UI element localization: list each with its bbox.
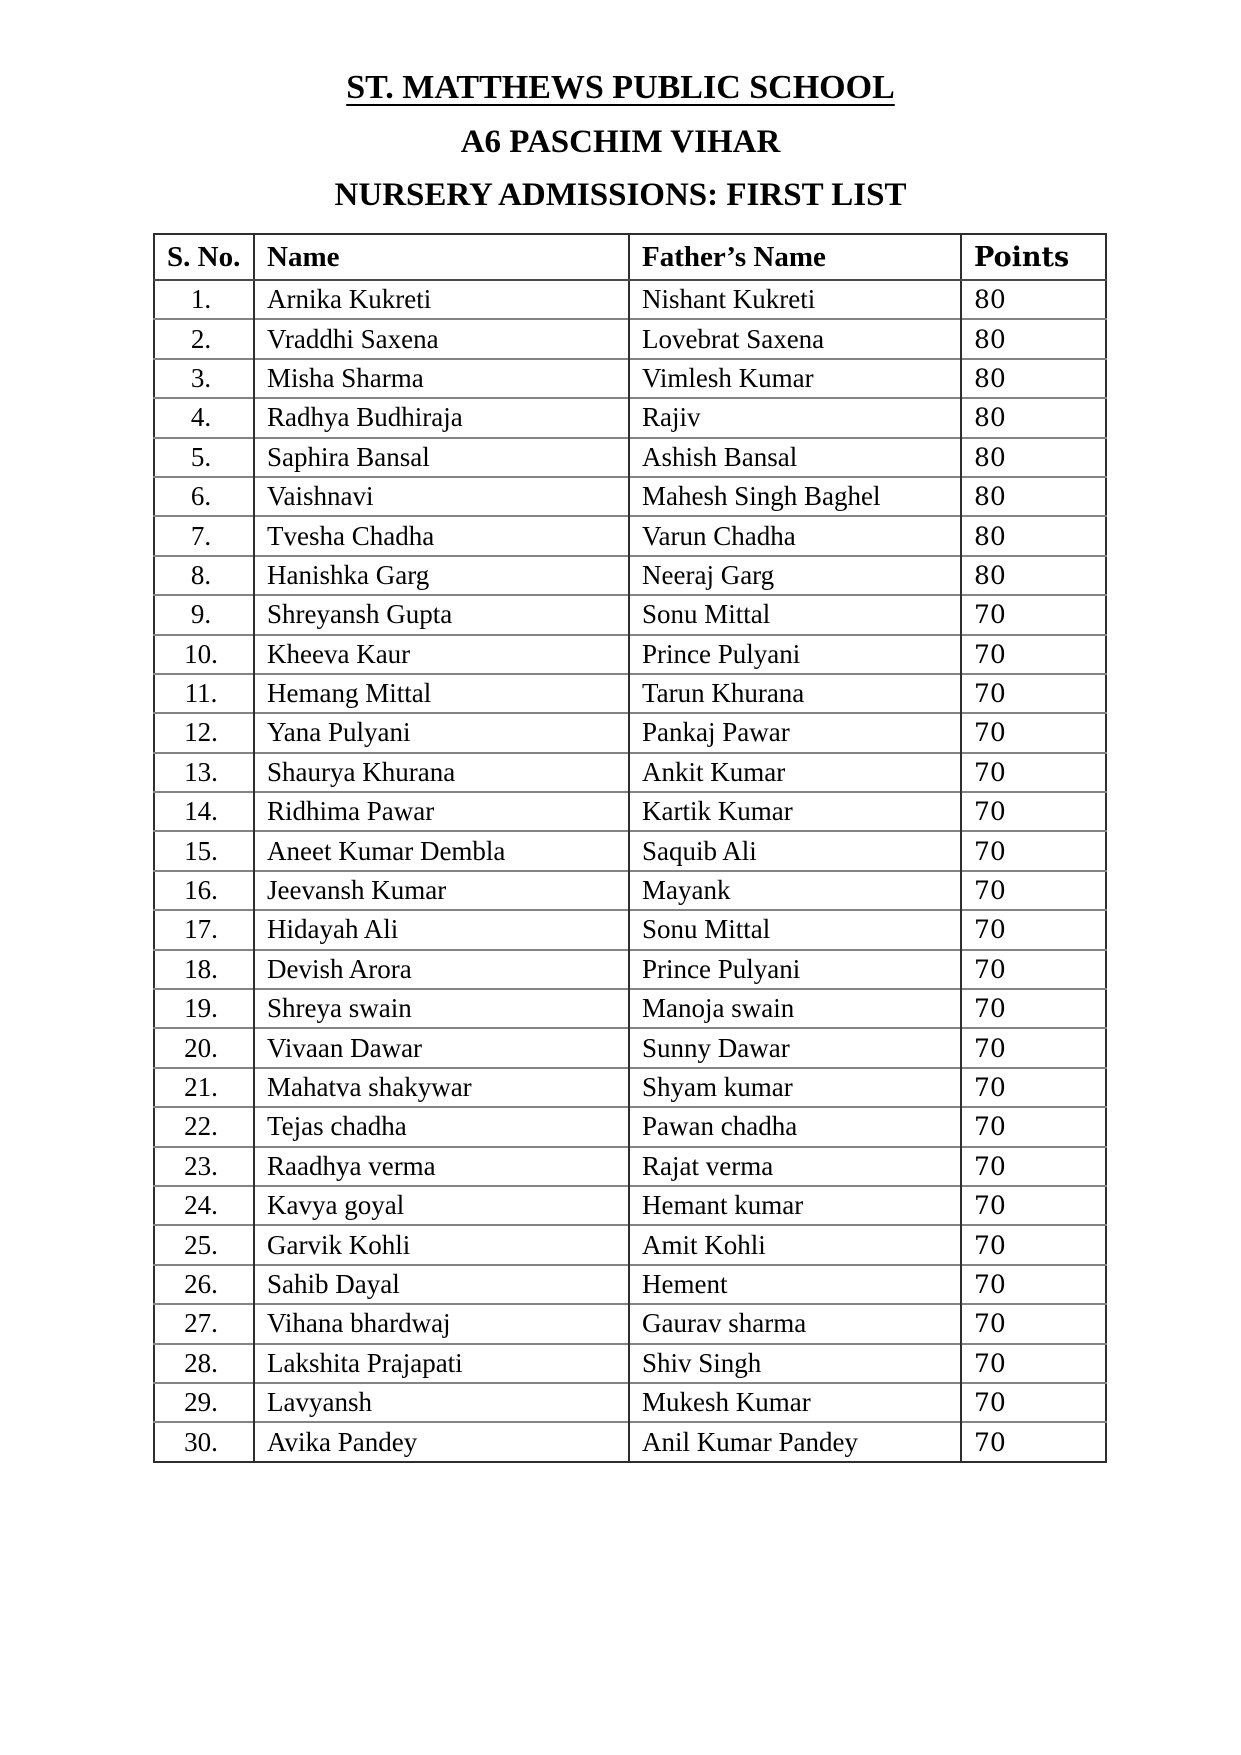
- name-cell: Lavyansh: [254, 1383, 629, 1422]
- father-name-cell: Prince Pulyani: [629, 950, 961, 989]
- points-cell: 70: [961, 1147, 1106, 1186]
- table-row: [154, 753, 1106, 792]
- column-header-sno: S. No.: [154, 234, 254, 280]
- name-cell: Misha Sharma: [254, 359, 629, 398]
- table-row: [154, 1068, 1106, 1107]
- father-name-cell: Rajiv: [629, 398, 961, 437]
- father-name-cell: Ankit Kumar: [629, 753, 961, 792]
- sno-cell: 10.: [154, 635, 254, 674]
- table-row: [154, 831, 1106, 870]
- table-row: [154, 1383, 1106, 1422]
- admissions-table: [153, 233, 1107, 1463]
- table-row: [154, 713, 1106, 752]
- sno-cell: 29.: [154, 1383, 254, 1422]
- points-cell: 70: [961, 989, 1106, 1028]
- table-row: [154, 1186, 1106, 1225]
- father-name-cell: Pawan chadha: [629, 1107, 961, 1146]
- table-row: [154, 1422, 1106, 1461]
- table-row: [154, 1304, 1106, 1343]
- father-name-cell: Lovebrat Saxena: [629, 319, 961, 358]
- table-row: [154, 1147, 1106, 1186]
- sno-cell: 20.: [154, 1028, 254, 1067]
- points-cell: 70: [961, 1304, 1106, 1343]
- points-cell: 70: [961, 1383, 1106, 1422]
- name-cell: Hemang Mittal: [254, 674, 629, 713]
- table-row: [154, 910, 1106, 949]
- sno-cell: 6.: [154, 477, 254, 516]
- father-name-cell: Kartik Kumar: [629, 792, 961, 831]
- father-name-cell: Nishant Kukreti: [629, 280, 961, 319]
- sno-cell: 19.: [154, 989, 254, 1028]
- sno-cell: 3.: [154, 359, 254, 398]
- name-cell: Tvesha Chadha: [254, 516, 629, 555]
- father-name-cell: Sonu Mittal: [629, 910, 961, 949]
- name-cell: Lakshita Prajapati: [254, 1344, 629, 1383]
- table-row: [154, 1265, 1106, 1304]
- father-name-cell: Anil Kumar Pandey: [629, 1422, 961, 1461]
- sno-cell: 8.: [154, 556, 254, 595]
- father-name-cell: Neeraj Garg: [629, 556, 961, 595]
- sno-cell: 14.: [154, 792, 254, 831]
- table-row: [154, 792, 1106, 831]
- points-cell: 70: [961, 1344, 1106, 1383]
- points-cell: 70: [961, 635, 1106, 674]
- table-row: [154, 438, 1106, 477]
- sno-cell: 22.: [154, 1107, 254, 1146]
- father-name-cell: Hemant kumar: [629, 1186, 961, 1225]
- father-name-cell: Mayank: [629, 871, 961, 910]
- sno-cell: 21.: [154, 1068, 254, 1107]
- table-row: [154, 319, 1106, 358]
- name-cell: Radhya Budhiraja: [254, 398, 629, 437]
- table-row: [154, 1028, 1106, 1067]
- name-cell: Shaurya Khurana: [254, 753, 629, 792]
- name-cell: Mahatva shakywar: [254, 1068, 629, 1107]
- name-cell: Tejas chadha: [254, 1107, 629, 1146]
- points-cell: 80: [961, 319, 1106, 358]
- points-cell: 70: [961, 713, 1106, 752]
- name-cell: Hidayah Ali: [254, 910, 629, 949]
- name-cell: Shreyansh Gupta: [254, 595, 629, 634]
- name-cell: Avika Pandey: [254, 1422, 629, 1461]
- admissions-table-body: [154, 280, 1106, 1462]
- table-row: [154, 359, 1106, 398]
- table-row: [154, 595, 1106, 634]
- table-row: [154, 1344, 1106, 1383]
- name-cell: Jeevansh Kumar: [254, 871, 629, 910]
- father-name-cell: Prince Pulyani: [629, 635, 961, 674]
- father-name-cell: Hement: [629, 1265, 961, 1304]
- table-row: [154, 871, 1106, 910]
- name-cell: Vaishnavi: [254, 477, 629, 516]
- father-name-cell: Sonu Mittal: [629, 595, 961, 634]
- father-name-cell: Gaurav sharma: [629, 1304, 961, 1343]
- name-cell: Aneet Kumar Dembla: [254, 831, 629, 870]
- column-header-points: Points: [961, 234, 1106, 280]
- name-cell: Sahib Dayal: [254, 1265, 629, 1304]
- points-cell: 80: [961, 438, 1106, 477]
- points-cell: 70: [961, 831, 1106, 870]
- name-cell: Ridhima Pawar: [254, 792, 629, 831]
- name-cell: Yana Pulyani: [254, 713, 629, 752]
- father-name-cell: Mahesh Singh Baghel: [629, 477, 961, 516]
- table-row: [154, 635, 1106, 674]
- name-cell: Kavya goyal: [254, 1186, 629, 1225]
- table-row: [154, 280, 1106, 319]
- sno-cell: 28.: [154, 1344, 254, 1383]
- points-cell: 80: [961, 280, 1106, 319]
- name-cell: Vihana bhardwaj: [254, 1304, 629, 1343]
- table-row: [154, 516, 1106, 555]
- points-cell: 70: [961, 1186, 1106, 1225]
- sno-cell: 27.: [154, 1304, 254, 1343]
- name-cell: Hanishka Garg: [254, 556, 629, 595]
- points-cell: 70: [961, 1422, 1106, 1461]
- sno-cell: 11.: [154, 674, 254, 713]
- sno-cell: 23.: [154, 1147, 254, 1186]
- name-cell: Garvik Kohli: [254, 1225, 629, 1264]
- table-row: [154, 989, 1106, 1028]
- table-header-row: [154, 234, 1106, 280]
- sno-cell: 12.: [154, 713, 254, 752]
- column-header-name: Name: [254, 234, 629, 280]
- father-name-cell: Sunny Dawar: [629, 1028, 961, 1067]
- father-name-cell: Vimlesh Kumar: [629, 359, 961, 398]
- column-header-father: Father’s Name: [629, 234, 961, 280]
- father-name-cell: Mukesh Kumar: [629, 1383, 961, 1422]
- sno-cell: 25.: [154, 1225, 254, 1264]
- sno-cell: 4.: [154, 398, 254, 437]
- points-cell: 70: [961, 1265, 1106, 1304]
- father-name-cell: Rajat verma: [629, 1147, 961, 1186]
- name-cell: Shreya swain: [254, 989, 629, 1028]
- points-cell: 80: [961, 516, 1106, 555]
- sno-cell: 26.: [154, 1265, 254, 1304]
- father-name-cell: Amit Kohli: [629, 1225, 961, 1264]
- points-cell: 70: [961, 753, 1106, 792]
- table-row: [154, 1107, 1106, 1146]
- name-cell: Vivaan Dawar: [254, 1028, 629, 1067]
- page-subtitle: A6 PASCHIM VIHAR: [460, 124, 781, 160]
- sno-cell: 24.: [154, 1186, 254, 1225]
- points-cell: 70: [961, 595, 1106, 634]
- father-name-cell: Shyam kumar: [629, 1068, 961, 1107]
- table-row: [154, 398, 1106, 437]
- points-cell: 70: [961, 674, 1106, 713]
- points-cell: 70: [961, 871, 1106, 910]
- table-row: [154, 674, 1106, 713]
- sno-cell: 1.: [190, 284, 212, 315]
- father-name-cell: Manoja swain: [629, 989, 961, 1028]
- father-name-cell: Shiv Singh: [629, 1344, 961, 1383]
- name-cell: Saphira Bansal: [254, 438, 629, 477]
- sno-cell: 5.: [154, 438, 254, 477]
- sno-cell: 9.: [154, 595, 254, 634]
- table-row: [154, 556, 1106, 595]
- points-cell: 70: [961, 1107, 1106, 1146]
- father-name-cell: Varun Chadha: [629, 516, 961, 555]
- points-cell: 70: [961, 1068, 1106, 1107]
- name-cell: Raadhya verma: [254, 1147, 629, 1186]
- father-name-cell: Ashish Bansal: [629, 438, 961, 477]
- sno-cell: 7.: [154, 516, 254, 555]
- points-cell: 80: [961, 359, 1106, 398]
- table-row: [154, 1225, 1106, 1264]
- sno-cell: 13.: [154, 753, 254, 792]
- father-name-cell: Tarun Khurana: [629, 674, 961, 713]
- points-cell: 80: [961, 477, 1106, 516]
- table-row: [154, 477, 1106, 516]
- table-row: [154, 950, 1106, 989]
- sno-cell: 18.: [154, 950, 254, 989]
- sno-cell: 15.: [154, 831, 254, 870]
- points-cell: 80: [961, 556, 1106, 595]
- sno-cell: 30.: [154, 1422, 254, 1461]
- sno-cell: 17.: [154, 910, 254, 949]
- list-title: NURSERY ADMISSIONS: FIRST LIST: [334, 177, 907, 213]
- name-cell: Devish Arora: [254, 950, 629, 989]
- name-cell: Kheeva Kaur: [254, 635, 629, 674]
- points-cell: 70: [961, 910, 1106, 949]
- father-name-cell: Pankaj Pawar: [629, 713, 961, 752]
- sno-cell: 16.: [154, 871, 254, 910]
- points-cell: 80: [961, 398, 1106, 437]
- father-name-cell: Saquib Ali: [629, 831, 961, 870]
- points-cell: 70: [961, 1225, 1106, 1264]
- points-cell: 70: [961, 1028, 1106, 1067]
- name-cell: Vraddhi Saxena: [254, 319, 629, 358]
- points-cell: 70: [961, 792, 1106, 831]
- points-cell: 70: [961, 950, 1106, 989]
- name-cell: Arnika Kukreti: [254, 280, 629, 319]
- sno-cell: 2.: [154, 319, 254, 358]
- page-title: ST. MATTHEWS PUBLIC SCHOOL: [346, 69, 895, 106]
